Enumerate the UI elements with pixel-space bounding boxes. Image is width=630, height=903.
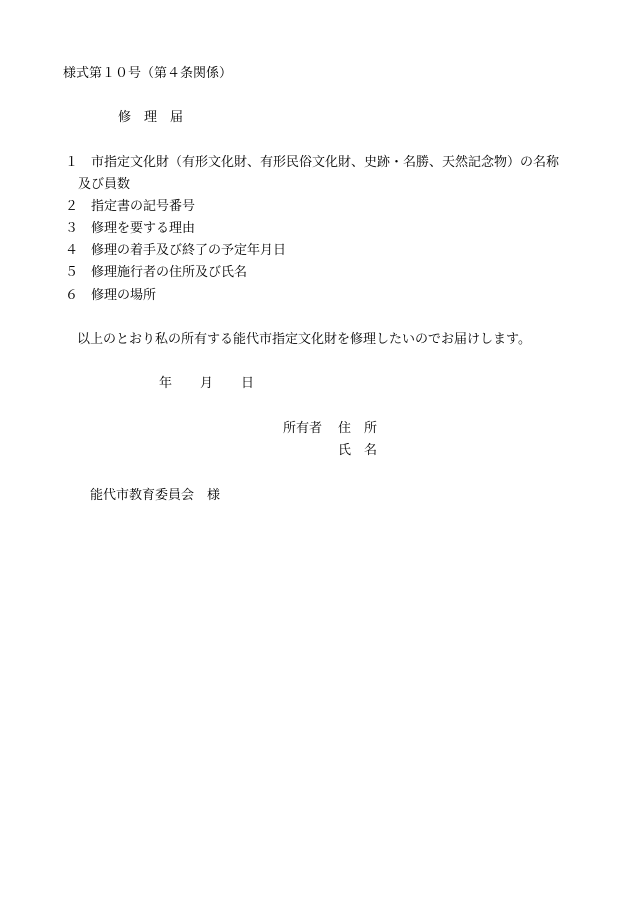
list-item [65, 266, 605, 282]
list-item [65, 222, 605, 238]
item-text: 修理施行者の住所及び氏名 [91, 265, 248, 280]
item-continuation: 及び員数 [78, 177, 131, 192]
item-number: １ [65, 155, 79, 170]
item-number: ５ [65, 265, 79, 280]
owner-name-label: 氏 名 [338, 443, 378, 458]
form-number: 様式第１０号（第４条関係） [63, 66, 233, 81]
item-number: ３ [65, 221, 79, 236]
item-number: ６ [65, 288, 79, 303]
item-number: ２ [65, 199, 79, 214]
date-month: 月 [200, 376, 214, 391]
date-day: 日 [241, 376, 255, 391]
list-item [65, 244, 605, 260]
statement: 以上のとおり私の所有する能代市指定文化財を修理したいのでお届けします。 [77, 332, 531, 347]
item-number: ４ [65, 243, 79, 258]
item-text: 指定書の記号番号 [91, 199, 196, 214]
date-year: 年 [159, 376, 173, 391]
list-item [65, 200, 605, 216]
owner-label: 所有者 [283, 421, 323, 436]
addressee: 能代市教育委員会 様 [90, 488, 221, 503]
item-text: 市指定文化財（有形文化財、有形民俗文化財、史跡・名勝、天然記念物）の名称 [91, 155, 560, 170]
item-text: 修理の着手及び終了の予定年月日 [91, 243, 287, 258]
list-item [65, 156, 605, 172]
item-text: 修理を要する理由 [91, 221, 196, 236]
owner-address-label: 住 所 [338, 421, 378, 436]
list-item [65, 289, 605, 305]
document-title: 修 理 届 [118, 110, 184, 125]
item-text: 修理の場所 [91, 288, 157, 303]
